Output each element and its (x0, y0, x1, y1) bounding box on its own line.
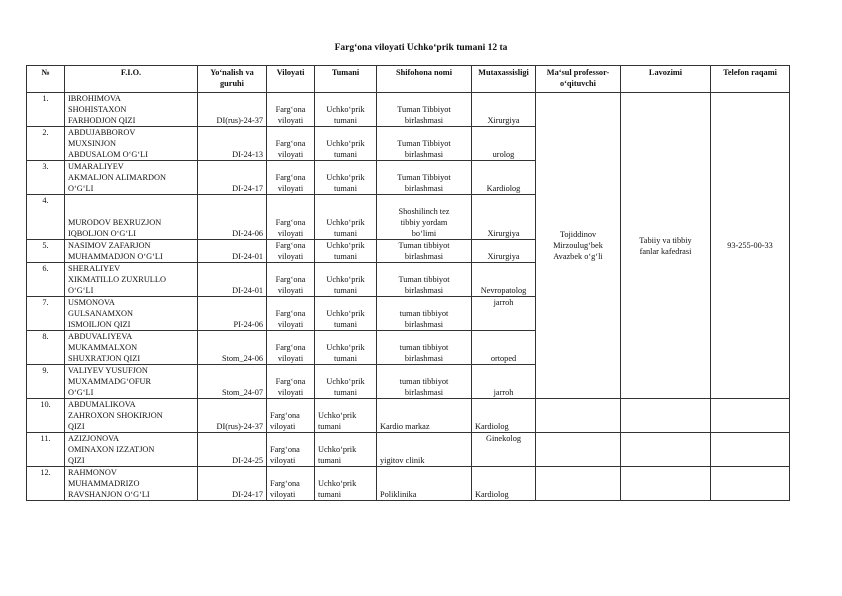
student-name: MURODOV BEXRUZJON IQBOLJON O‘G‘LI (65, 195, 198, 240)
row-number: 2. (27, 127, 65, 161)
empty-professor-cell (536, 433, 621, 467)
student-name: AZIZJONOVA OMINAXON IZZATJON QIZI (65, 433, 198, 467)
table-body (27, 93, 790, 501)
hospital-name: Tuman Tibbiyot birlashmasi (377, 161, 472, 195)
hospital-name: Kardio markaz (377, 399, 472, 433)
header-phone: Telefon raqami (711, 66, 790, 93)
district: Uchko‘prik tumani (315, 331, 377, 365)
phone-number: 93-255-00-33 (711, 93, 790, 399)
student-name: UMARALIYEV AKMALJON ALIMARDON O‘G‘LI (65, 161, 198, 195)
region: Farg‘ona viloyati (267, 399, 315, 433)
header-specialty: Mutaxassisligi (472, 66, 536, 93)
group-code: DI-24-25 (198, 433, 267, 467)
hospital-name: tuman tibbiyot birlashmasi (377, 365, 472, 399)
group-code: DI-24-13 (198, 127, 267, 161)
row-number: 3. (27, 161, 65, 195)
row-number: 8. (27, 331, 65, 365)
hospital-name: Tuman Tibbiyot birlashmasi (377, 93, 472, 127)
students-table (26, 65, 790, 501)
region: Farg‘ona viloyati (267, 331, 315, 365)
table-row (27, 467, 790, 501)
specialty: Xirurgiya (472, 93, 536, 127)
specialty: ortoped (472, 331, 536, 365)
document-title: Farg‘ona viloyati Uchko‘prik tumani 12 ta (334, 43, 508, 53)
district: Uchko‘prik tumani (315, 161, 377, 195)
district: Uchko‘prik tumani (315, 93, 377, 127)
specialty: Ginekolog (472, 433, 536, 467)
header-region: Viloyati (267, 66, 315, 93)
student-name: SHERALIYEV XIKMATILLO ZUXRULLO O‘G‘LI (65, 263, 198, 297)
row-number: 11. (27, 433, 65, 467)
specialty: Xirurgiya (472, 195, 536, 240)
region: Farg‘ona viloyati (267, 195, 315, 240)
hospital-name: Poliklinika (377, 467, 472, 501)
district: Uchko‘prik tumani (315, 127, 377, 161)
header-number: № (27, 66, 65, 93)
specialty: Kardiolog (472, 467, 536, 501)
empty-phone-cell (711, 433, 790, 467)
specialty: Nevropatolog (472, 263, 536, 297)
hospital-name: Tuman Tibbiyot birlashmasi (377, 127, 472, 161)
header-row (27, 66, 790, 93)
specialty: urolog (472, 127, 536, 161)
student-name: ABDUMALIKOVA ZAHROXON SHOKIRJON QIZI (65, 399, 198, 433)
empty-position-cell (621, 467, 711, 501)
row-number: 5. (27, 240, 65, 263)
header-group: Yo‘nalish va guruhi (198, 66, 267, 93)
region: Farg‘ona viloyati (267, 433, 315, 467)
specialty: Kardiolog (472, 161, 536, 195)
region: Farg‘ona viloyati (267, 467, 315, 501)
student-name: ABDUVALIYEVA MUKAMMALXON SHUXRATJON QIZI (65, 331, 198, 365)
district: Uchko‘prik tumani (315, 467, 377, 501)
empty-position-cell (621, 399, 711, 433)
group-code: DI(rus)-24-37 (198, 93, 267, 127)
group-code: DI(rus)-24-37 (198, 399, 267, 433)
row-number: 6. (27, 263, 65, 297)
hospital-name: Tuman tibbiyot birlashmasi (377, 263, 472, 297)
professor-position: Tabiiy va tibbiy fanlar kafedrasi (621, 93, 711, 399)
student-name: USMONOVA GULSANAMXON ISMOILJON QIZI (65, 297, 198, 331)
district: Uchko‘prik tumani (315, 365, 377, 399)
group-code: DI-24-01 (198, 263, 267, 297)
region: Farg‘ona viloyati (267, 365, 315, 399)
header-district: Tumani (315, 66, 377, 93)
region: Farg‘ona viloyati (267, 240, 315, 263)
specialty: Kardiolog (472, 399, 536, 433)
group-code: Stom_24-07 (198, 365, 267, 399)
student-name: ABDUJABBOROV MUXSINJON ABDUSALOM O‘G‘LI (65, 127, 198, 161)
table-row (27, 93, 790, 127)
table-row (27, 399, 790, 433)
row-number: 4. (27, 195, 65, 240)
empty-professor-cell (536, 399, 621, 433)
header-position: Lavozimi (621, 66, 711, 93)
student-name: NASIMOV ZAFARJON MUHAMMADJON O‘G‘LI (65, 240, 198, 263)
specialty: Xirurgiya (472, 240, 536, 263)
row-number: 7. (27, 297, 65, 331)
district: Uchko‘prik tumani (315, 240, 377, 263)
student-name: IBROHIMOVA SHOHISTAXON FARHODJON QIZI (65, 93, 198, 127)
district: Uchko‘prik tumani (315, 399, 377, 433)
group-code: DI-24-17 (198, 467, 267, 501)
table-row (27, 433, 790, 467)
student-name: RAHMONOV MUHAMMADRIZO RAVSHANJON O‘G‘LI (65, 467, 198, 501)
district: Uchko‘prik tumani (315, 195, 377, 240)
header-professor: Ma‘sul professor-o‘qituvchi (536, 66, 621, 93)
region: Farg‘ona viloyati (267, 263, 315, 297)
row-number: 1. (27, 93, 65, 127)
district: Uchko‘prik tumani (315, 263, 377, 297)
district: Uchko‘prik tumani (315, 433, 377, 467)
row-number: 10. (27, 399, 65, 433)
header-fio: F.I.O. (65, 66, 198, 93)
group-code: Stom_24-06 (198, 331, 267, 365)
responsible-professor: Tojiddinov Mirzoulug‘bek Avazbek o‘g‘li (536, 93, 621, 399)
student-name: VALIYEV YUSUFJON MUXAMMADG‘OFUR O‘G‘LI (65, 365, 198, 399)
hospital-name: Shoshilinch tez tibbiy yordam bo‘limi (377, 195, 472, 240)
hospital-name: tuman tibbiyot birlashmasi (377, 297, 472, 331)
group-code: DI-24-01 (198, 240, 267, 263)
empty-phone-cell (711, 399, 790, 433)
header-hospital: Shifohona nomi (377, 66, 472, 93)
group-code: PI-24-06 (198, 297, 267, 331)
hospital-name: yigitov clinik (377, 433, 472, 467)
district: Uchko‘prik tumani (315, 297, 377, 331)
region: Farg‘ona viloyati (267, 161, 315, 195)
empty-professor-cell (536, 467, 621, 501)
hospital-name: tuman tibbiyot birlashmasi (377, 331, 472, 365)
empty-position-cell (621, 433, 711, 467)
specialty: jarroh (472, 365, 536, 399)
group-code: DI-24-17 (198, 161, 267, 195)
region: Farg‘ona viloyati (267, 297, 315, 331)
row-number: 12. (27, 467, 65, 501)
hospital-name: Tuman tibbiyot birlashmasi (377, 240, 472, 263)
region: Farg‘ona viloyati (267, 93, 315, 127)
group-code: DI-24-06 (198, 195, 267, 240)
empty-phone-cell (711, 467, 790, 501)
region: Farg‘ona viloyati (267, 127, 315, 161)
specialty: jarroh (472, 297, 536, 331)
row-number: 9. (27, 365, 65, 399)
